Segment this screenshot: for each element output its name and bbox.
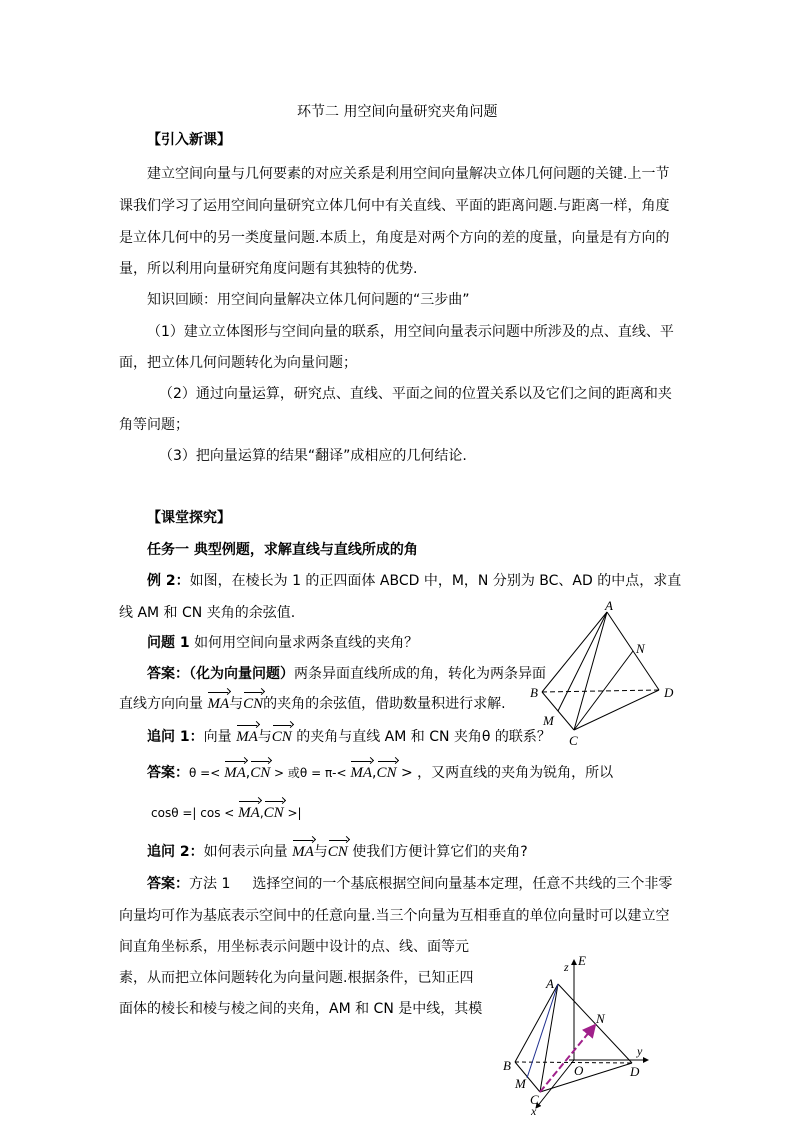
answer-1-text-a: 直线方向向量 xyxy=(119,696,208,712)
intro-line-3: 是立体几何中的另一类度量问题.本质上，角度是对两个方向的差的度量，向量是有方向的 xyxy=(119,230,670,246)
label-b: B xyxy=(503,1058,511,1073)
follow1-text-a: 向量 xyxy=(203,729,237,745)
follow2-text-a: 如何表示向量 xyxy=(203,844,293,860)
vector-cn: CN xyxy=(376,765,397,781)
edge-cd xyxy=(540,1063,632,1092)
vector-ma: MA xyxy=(238,805,260,821)
vector-cn-arrow xyxy=(540,1025,595,1092)
answer-2-text-a: θ =< xyxy=(189,766,225,780)
vector-cn: CN xyxy=(271,729,292,745)
edge-ac xyxy=(574,612,607,730)
vector-cn: CN xyxy=(327,844,348,860)
intro-line-2: 课我们学习了运用空间向量研究立体几何中有关直线、平面的距离问题.与距离一样，角度 xyxy=(119,198,670,214)
method-label: 方法 1 xyxy=(189,876,231,892)
method-1-line-1 xyxy=(147,874,672,894)
label-x: x xyxy=(531,1104,537,1117)
answer-1-line-2 xyxy=(119,694,506,714)
answer-2-text-c: > ，又两直线的夹角为锐角，所以 xyxy=(396,765,614,781)
answer-2: 答案：θ =< MA,CN > 或θ = π-< MA,CN > ，又两直线的夹角为锐角，所以 xyxy=(147,765,614,781)
follow1-label: 追问 1： xyxy=(147,729,204,745)
example-line-1 xyxy=(147,571,681,591)
example-text-1: 如图，在棱长为 1 的正四面体 ABCD 中，M，N 分别为 BC、AD 的中点，求直 xyxy=(189,573,682,589)
cos-formula-a: cosθ =| cos < xyxy=(151,806,239,820)
step2-line-2: 角等问题； xyxy=(119,417,189,433)
answer-label: 答案： xyxy=(147,666,189,682)
label-o: O xyxy=(574,1063,584,1078)
follow-up-1 xyxy=(147,727,551,747)
answer-1-line-1 xyxy=(147,664,546,684)
label-m: M xyxy=(543,713,554,728)
cos-formula-b: >| xyxy=(283,806,302,820)
cos-formula: cosθ =| cos < MA,CN >| xyxy=(151,805,302,821)
label-c: C xyxy=(530,1092,539,1107)
vector-ma: MA xyxy=(236,729,258,745)
vector-ma: MA xyxy=(224,765,246,781)
example-line-2: 线 AM 和 CN 夹角的余弦值. xyxy=(119,605,296,621)
page-title: 环节二 用空间向量研究夹角问题 xyxy=(297,104,498,120)
method-1-line-4: 素，从而把立体问题转化为向量问题.根据条件，已知正四 xyxy=(119,970,474,986)
follow-up-2 xyxy=(147,842,528,862)
label-n: N xyxy=(596,1011,605,1026)
label-a: A xyxy=(546,976,554,991)
step1-line-2: 面，把立体几何问题转化为向量问题； xyxy=(119,355,357,371)
answer-label: 答案： xyxy=(147,876,189,892)
label-d: D xyxy=(664,685,674,700)
label-e: E xyxy=(578,953,586,968)
conj-and: 与 xyxy=(257,729,272,745)
edge-cd xyxy=(574,690,659,730)
example-label: 例 2： xyxy=(147,573,190,589)
step3-line: （3）把向量运算的结果“翻译”成相应的几何结论. xyxy=(159,448,467,464)
question-1 xyxy=(147,633,418,653)
vector-ma: MA xyxy=(292,844,314,860)
conj-and: 与 xyxy=(229,696,244,712)
q1-text: 如何用空间向量求两条直线的夹角？ xyxy=(189,635,419,651)
method-text-1: 选择空间的一个基底根据空间向量基本定理，任意不共线的三个非零 xyxy=(252,876,673,892)
label-z: z xyxy=(564,960,569,974)
answer-label: 答案： xyxy=(147,765,189,781)
follow1-text-b: 的夹角与直线 AM 和 CN 夹角θ 的联系？ xyxy=(291,729,551,745)
task1-heading: 任务一 典型例题，求解直线与直线所成的角 xyxy=(147,542,418,558)
edge-bd xyxy=(542,690,659,692)
intro-line-4: 量，所以利用向量研究角度问题有其独特的优势. xyxy=(119,261,418,277)
tetrahedron-figure xyxy=(525,598,690,748)
label-y: y xyxy=(637,1044,643,1058)
vector-cn: CN xyxy=(250,765,271,781)
method-1-line-5: 面体的棱长和棱与棱之间的夹角，AM 和 CN 是中线，其模 xyxy=(119,1001,483,1017)
answer-2-text-b: > 或θ = π-< xyxy=(270,766,351,780)
review-title: 知识回顾：用空间向量解决立体几何问题的“三步曲” xyxy=(147,292,470,308)
vector-ma: MA xyxy=(207,696,230,712)
answer-1-text-b: 的夹角的余弦值，借助数量积进行求解. xyxy=(263,696,506,712)
conj-and: 与 xyxy=(313,844,328,860)
answer-1-rest: 两条异面直线所成的角，转化为两条异面 xyxy=(294,666,546,682)
intro-line-1: 建立空间向量与几何要素的对应关系是利用空间向量解决立体几何问题的关键.上一节 xyxy=(147,166,670,182)
step2-line-1: （2）通过向量运算，研究点、直线、平面之间的位置关系以及它们之间的距离和夹 xyxy=(159,386,672,402)
section-explore-heading: 【课堂探究】 xyxy=(147,510,231,526)
answer-1-bold: （化为向量问题） xyxy=(189,666,294,682)
vector-ma: MA xyxy=(350,765,373,781)
label-n: N xyxy=(636,641,645,656)
method-1-line-2: 向量均可作为基底表示空间中的任意向量.当三个向量为互相垂直的单位向量时可以建立空 xyxy=(119,908,670,924)
method-1-line-3: 间直角坐标系，用坐标表示问题中设计的点、线、面等元 xyxy=(119,939,469,955)
label-c: C xyxy=(569,733,578,748)
label-b: B xyxy=(530,685,538,700)
follow2-text-b: 使我们方便计算它们的夹角? xyxy=(347,844,528,860)
q1-label: 问题 1 xyxy=(147,635,190,651)
label-a: A xyxy=(605,598,613,613)
section-intro-heading: 【引入新课】 xyxy=(147,132,231,148)
vector-cn: CN xyxy=(243,696,264,712)
edge-ad xyxy=(558,984,632,1063)
step1-line-1: （1）建立立体图形与空间向量的联系，用空间向量表示问题中所涉及的点、直线、平 xyxy=(147,324,674,340)
coordinate-tetrahedron-figure xyxy=(495,952,665,1117)
vector-cn: CN xyxy=(263,805,284,821)
edge-ab xyxy=(542,612,607,692)
label-d: D xyxy=(630,1064,640,1079)
label-m: M xyxy=(515,1076,526,1091)
follow2-label: 追问 2： xyxy=(147,844,204,860)
